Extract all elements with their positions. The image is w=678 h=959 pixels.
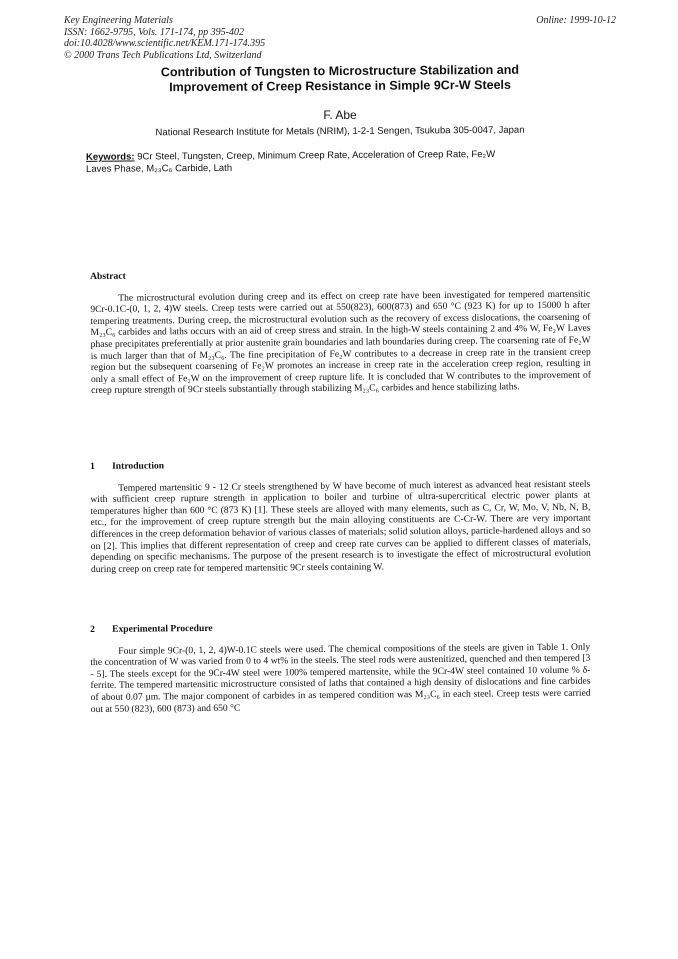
section-number: 2 — [90, 623, 95, 635]
abstract-heading: Abstract — [90, 270, 126, 282]
section-title: Introduction — [111, 460, 165, 472]
doi-line: doi:10.4028/www.scientific.net/KEM.171-174.395 — [64, 38, 266, 49]
title-line-2: Improvement of Creep Resistance in Simple 9Cr-W Steels — [169, 77, 511, 95]
introduction-text: Tempered martensitic 9 - 12 Cr steels strengthened by W have become of much interest as advanced heat resistant steels with sufficient creep rupture strength in application to boiler and turbine of ultra-supercritical electric power plants at temperatures higher than 600 °C (873 K) [1]. These steels are alloyed with many elements, such as C, Cr, W, Mo, V, Nb, N, B, etc., for the improvement of creep rupture strength but the main alloying constituents are C-Cr-W. There are very important differences in the creep deformation behavior of various classes of materials; solid solution alloys, particle-hardened alloys and so on [2]. This implies that different representation of creep and creep rate curves can be applied to different classes of materials, depending on specific mechanisms. The purpose of the present research is to investigate the effect of microstructural evolution during creep on creep rate for tempered martensitic 9Cr steels containing W. — [90, 478, 591, 575]
title-line-1: Contribution of Tungsten to Microstructure Stabilization and — [160, 62, 520, 80]
issn-line: ISSN: 1662-9795, Vols. 171-174, pp 395-402 — [64, 26, 244, 38]
experimental-section — [90, 620, 591, 716]
abstract-section — [90, 267, 591, 397]
author: F. Abe — [323, 108, 357, 122]
keywords-label: Keywords: — [85, 151, 135, 163]
section-number: 1 — [90, 460, 95, 472]
affiliation: National Research Institute for Metals (NRIM), 1-2-1 Sengen, Tsukuba 305-0047, Japan — [155, 124, 525, 139]
journal-name: Key Engineering Materials — [64, 15, 173, 26]
introduction-section — [90, 457, 591, 576]
paper-title — [90, 62, 590, 95]
experimental-text: Four simple 9Cr-(0, 1, 2, 4)W-0.1C steels were used. The chemical compositions of the steels are given in Table 1. Only the concentration of W was varied from 0 to 4 wt% in the steels. The steel rods were austenitized, quenched and then tempered [3 - 5]. The steels except for the 9Cr-4W steel were 100% tempered martensite, while the 9Cr-4W steel contained 10 volume % δ-ferrite. The tempered martensitic microstructure consisted of laths that contained a high density of dislocations and fine carbides of about 0.07 μm. The major component of carbides in as tempered condition was M₂₃C₆ in each steel. Creep tests were carried out at 550 (823), 600 (873) and 650 °C — [90, 641, 591, 715]
section-title: Experimental Procedure — [111, 622, 213, 635]
abstract-text: The microstructural evolution during creep and its effect on creep rate have been investigated for tempered martensitic 9Cr-0.1C-(0, 1, 2, 4)W steels. Creep tests were carried out at 550(823), 600(873) and 650 °C (923 K) for up to 15000 h after tempering treatments. During creep, the microstructural evolution such as the recovery of excess dislocations, the coarsening of M₂₃C₆ carbides and laths occurs with an aid of creep stress and strain. In the high-W steels containing 2 and 4% W, Fe₂W Laves phase precipitates preferentially at prior austenite grain boundaries and lath boundaries during creep. The coarsening rate of Fe₂W is much larger than that of M₂₃C₆. The fine precipitation of Fe₂W contributes to a decrease in creep rate in the transient creep region but the subsequent coarsening of Fe₂W promotes an increase in creep rate in the acceleration creep region, resulting in only a small effect of Fe₂W on the improvement of creep rupture life. It is concluded that W contributes to the improvement of creep rupture strength of 9Cr steels substantially through stabilizing M₂₃C₆ carbides and hence stabilizing laths. — [90, 288, 591, 397]
copyright-line: © 2000 Trans Tech Publications Ltd, Switzerland — [64, 49, 262, 61]
experimental-heading — [90, 620, 590, 636]
keywords-text-2: Laves Phase, M₂₃C₆ Carbide, Lath — [86, 162, 233, 175]
introduction-heading — [90, 457, 590, 473]
keywords — [86, 148, 606, 176]
keywords-text-1: 9Cr Steel, Tungsten, Creep, Minimum Creep Rate, Acceleration of Creep Rate, Fe₂W — [137, 148, 496, 163]
online-date: Online: 1999-10-12 — [536, 15, 616, 26]
